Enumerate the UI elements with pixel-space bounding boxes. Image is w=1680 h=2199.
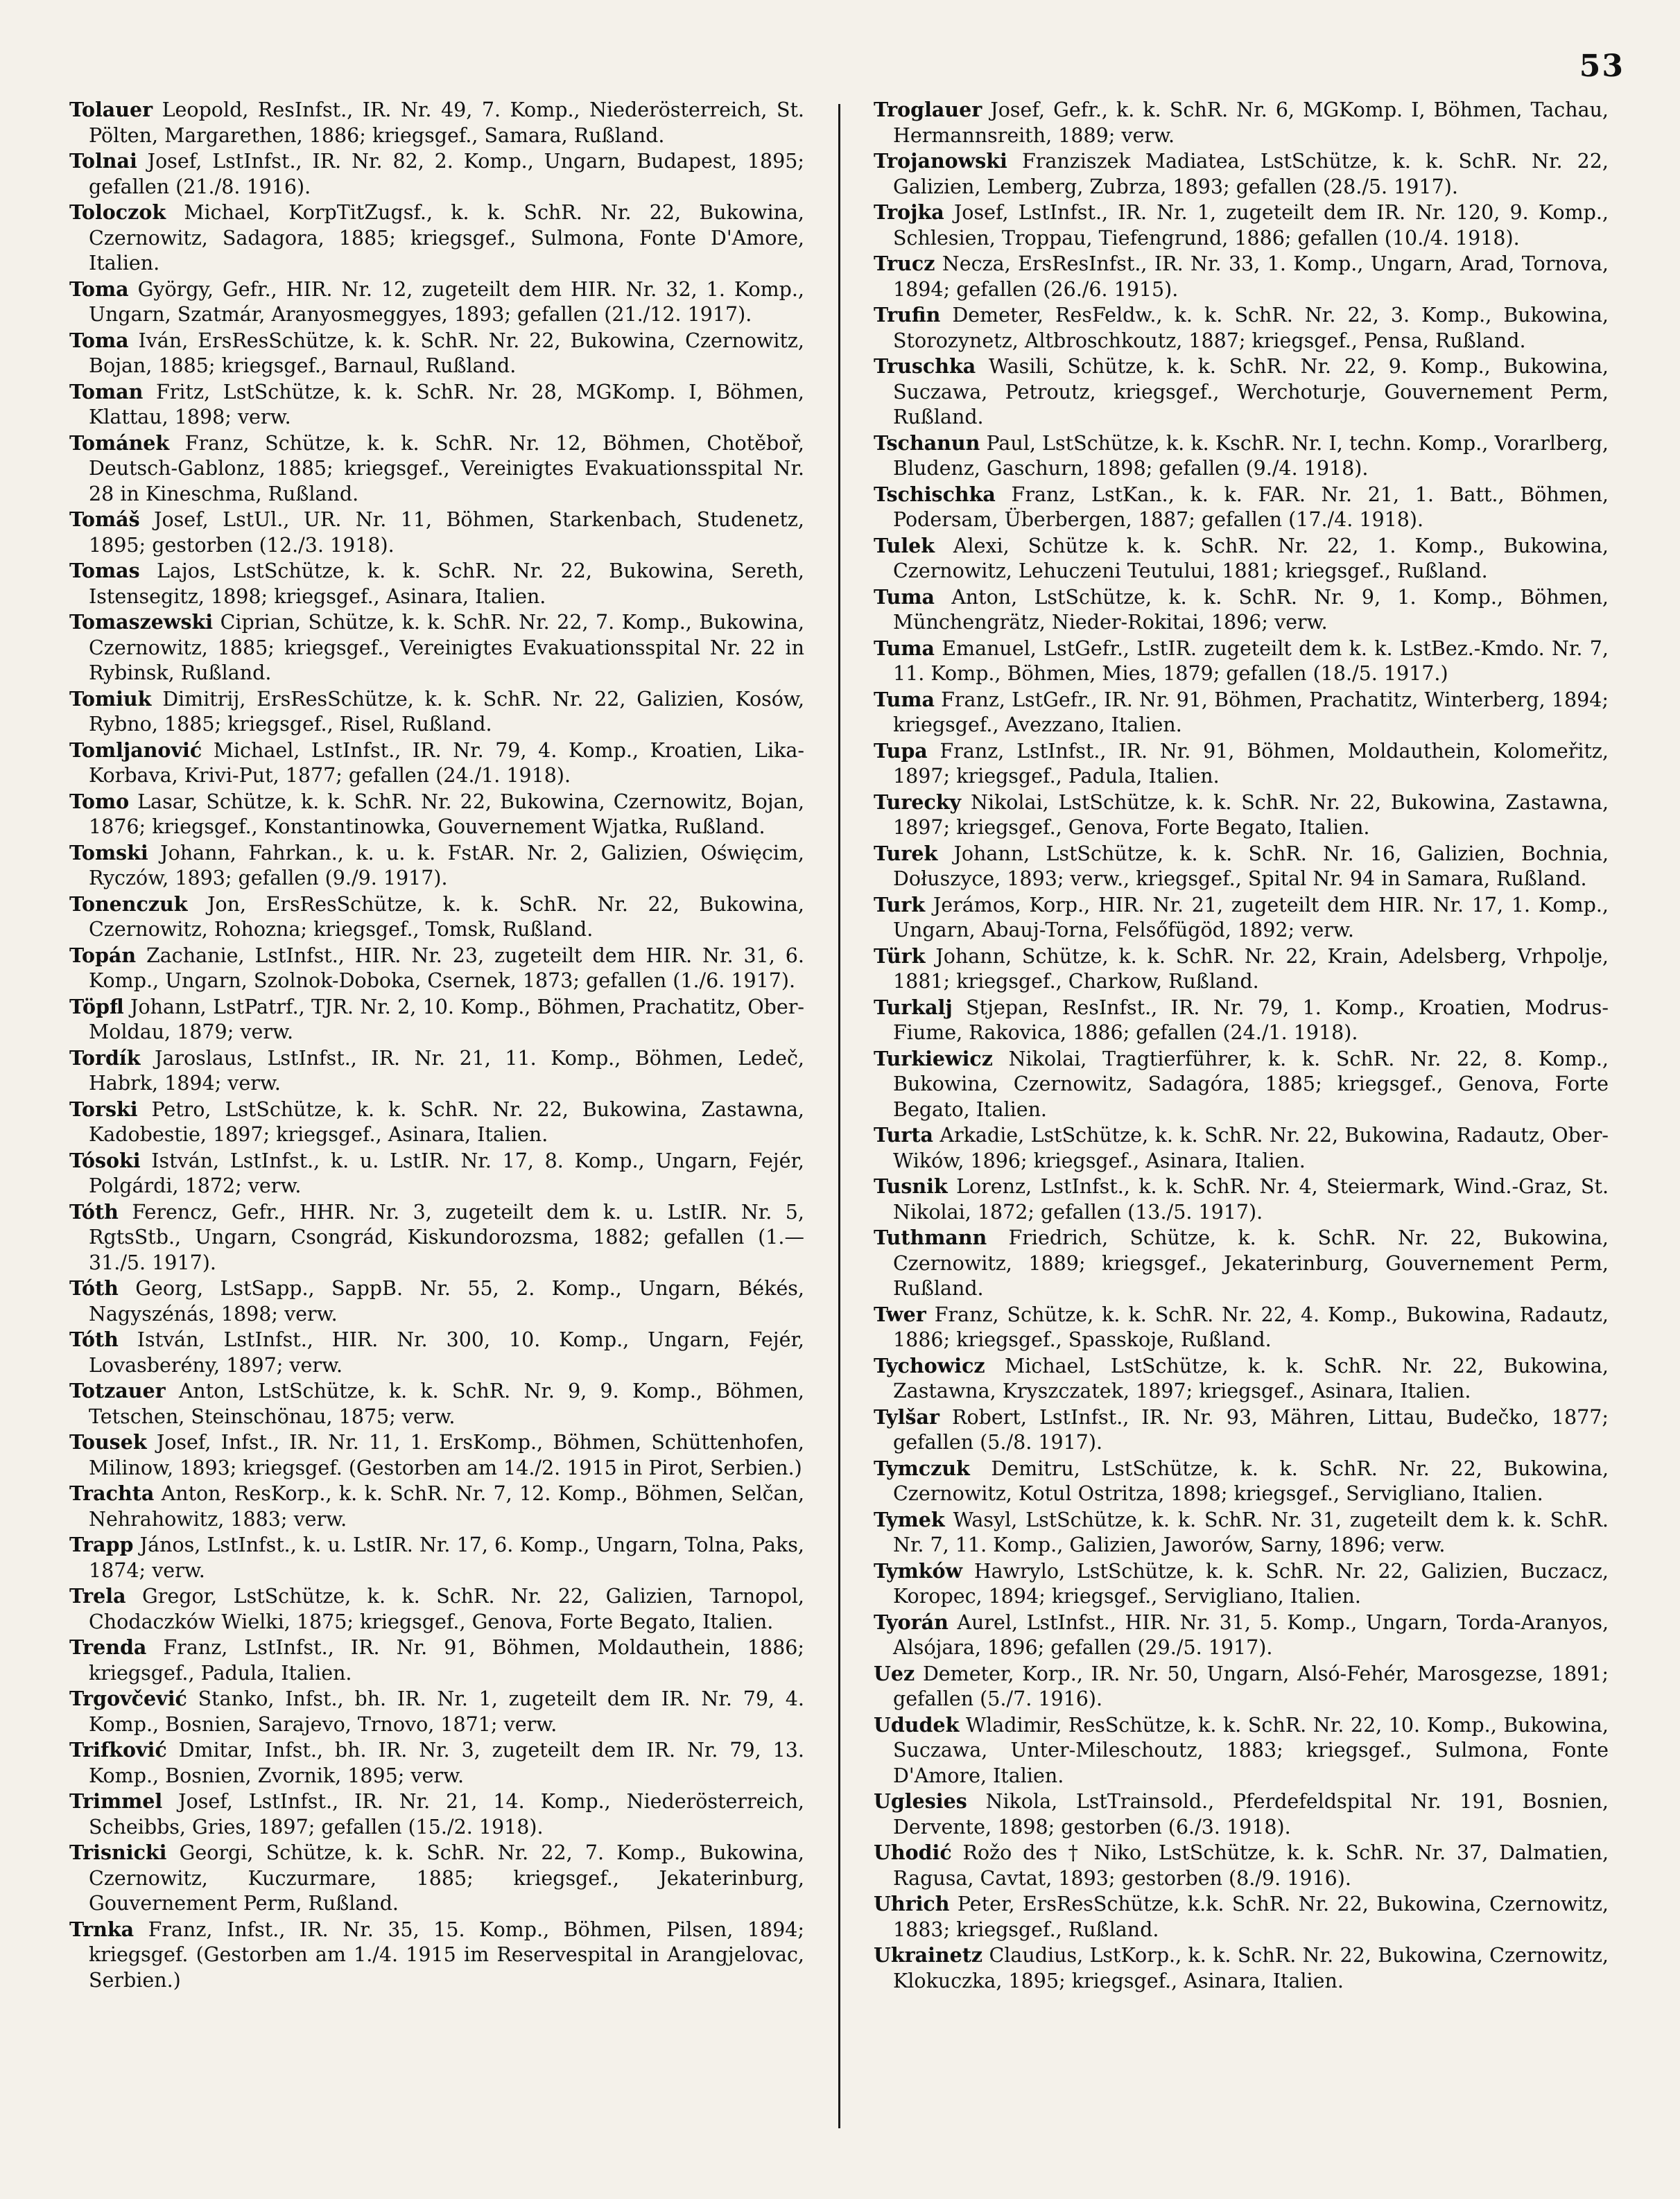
entry-details: Demeter, Korp., IR. Nr. 50, Ungarn, Alsó-Fehér, Marosgezse, 1891; gefallen (5./7. 1916). [893,1662,1609,1710]
list-entry [874,1942,1609,1994]
list-entry [874,584,1609,636]
entry-details: Claudius, LstKorp., k. k. SchR. Nr. 22, Bukowina, Czernowitz, Klokuczka, 1895; kriegsgef., Asinara, Italien. [893,1944,1609,1992]
entry-details: Arkadie, LstSchütze, k. k. SchR. Nr. 22, Bukowina, Radautz, Ober-Wików, 1896; kriegsgef., Asinara, Italien. [893,1124,1609,1172]
entry-surname: Trufin [874,303,941,327]
list-entry [874,1353,1609,1405]
entry-surname: Tomljanović [69,738,202,762]
list-entry [69,1532,804,1583]
entry-details: Johann, Schütze, k. k. SchR. Nr. 22, Krain, Adelsberg, Vrhpolje, 1881; kriegsgef., Charkow, Rußland. [893,944,1609,993]
entry-surname: Tóth [69,1328,119,1351]
list-entry [874,1789,1609,1840]
list-entry [69,200,804,277]
entry-surname: Tóth [69,1199,119,1224]
entry-surname: Twer [874,1302,926,1326]
entry-surname: Uez [874,1661,915,1685]
entry-details: Stanko, Infst., bh. IR. Nr. 1, zugeteilt dem IR. Nr. 79, 4. Komp., Bosnien, Sarajevo, Trnovo, 1871; verw. [89,1687,804,1736]
entry-surname: Tuma [874,584,935,609]
entry-surname: Tomo [69,789,130,813]
entry-surname: Tschanun [874,431,980,455]
entry-surname: Tousek [69,1430,147,1454]
entry-surname: Tósoki [69,1148,141,1172]
entry-surname: Trifković [69,1738,167,1762]
entry-surname: Tuthmann [874,1226,987,1249]
entry-details: Gregor, LstSchütze, k. k. SchR. Nr. 22, Galizien, Tarnopol, Chodaczków Wielki, 1875; kriegsgef., Genova, Forte Begato, Italien. [89,1585,804,1633]
list-entry [874,995,1609,1046]
entry-details: Stjepan, ResInfst., IR. Nr. 79, 1. Komp., Kroatien, Modrus-Fiume, Rakovica, 1886; gefallen (24./1. 1918). [893,996,1609,1044]
entry-surname: Trucz [874,252,935,275]
entry-details: Ciprian, Schütze, k. k. SchR. Nr. 22, 7. Komp., Bukowina, Czernowitz, 1885; kriegsgef., Vereinigtes Evakuationsspital Nr. 22 in Rybinsk, Rußland. [89,611,804,684]
entry-details: Necza, ErsResInfst., IR. Nr. 33, 1. Komp., Ungarn, Arad, Tornova, 1894; gefallen (26./6. 1915). [893,252,1609,301]
entry-details: Johann, LstPatrf., TJR. Nr. 2, 10. Komp., Böhmen, Prachatitz, Ober-Moldau, 1879; verw. [89,995,804,1043]
entry-surname: Tusnik [874,1174,948,1198]
list-entry [69,1481,804,1532]
list-entry [69,840,804,892]
entry-surname: Tordík [69,1045,141,1070]
entry-details: István, LstInfst., k. u. LstIR. Nr. 17, 8. Komp., Ungarn, Fejér, Polgárdi, 1872; verw. [89,1149,804,1197]
entry-surname: Turk [874,892,926,916]
entry-details: Emanuel, LstGefr., LstIR. zugeteilt dem k. k. LstBez.-Kmdo. Nr. 7, 11. Komp., Böhmen, Mies, 1879; gefallen (18./5. 1917.) [893,636,1609,685]
entry-surname: Tyorán [874,1610,949,1634]
entry-surname: Tolauer [69,98,153,121]
entry-surname: Tuma [874,636,935,660]
entry-surname: Türk [874,944,926,968]
entry-details: Georgi, Schütze, k. k. SchR. Nr. 22, 7. Komp., Bukowina, Czernowitz, Kuczurmare, 1885; kriegsgef., Jekaterinburg, Gouvernement Perm, Rußland. [89,1841,804,1915]
entry-details: Anton, LstSchütze, k. k. SchR. Nr. 9, 9. Komp., Böhmen, Tetschen, Steinschönau, 1875; verw. [89,1380,804,1428]
entry-surname: Tychowicz [874,1353,985,1377]
entry-surname: Ukrainetz [874,1943,983,1967]
entry-surname: Tulek [874,533,935,557]
entry-surname: Turek [874,841,938,865]
list-entry [69,1789,804,1840]
list-entry [874,1405,1609,1456]
list-entry [69,609,804,686]
entry-details: Wasyl, LstSchütze, k. k. SchR. Nr. 31, zugeteilt dem k. k. SchR. Nr. 7, 11. Komp., Galizien, Jaworów, Sarny, 1896; verw. [893,1508,1609,1556]
entry-surname: Toma [69,328,129,352]
list-entry [69,943,804,994]
entry-details: Friedrich, Schütze, k. k. SchR. Nr. 22, Bukowina, Czernowitz, 1889; kriegsgef., Jekaterinburg, Gouvernement Perm, Rußland. [893,1226,1609,1300]
entry-details: János, LstInfst., k. u. LstIR. Nr. 17, 6. Komp., Ungarn, Tolna, Paks, 1874; verw. [89,1533,804,1582]
entry-details: Michael, LstInfst., IR. Nr. 79, 4. Komp., Kroatien, Lika-Korbava, Krivi-Put, 1877; gefallen (24./1. 1918). [89,738,804,787]
list-entry [874,97,1609,148]
entry-surname: Trojka [874,200,944,224]
entry-details: Johann, Fahrkan., k. u. k. FstAR. Nr. 2, Galizien, Oświęcim, Ryczów, 1893; gefallen (9./9. 1917). [89,841,804,889]
entry-surname: Tuma [874,687,935,711]
entry-details: Fritz, LstSchütze, k. k. SchR. Nr. 28, MGKomp. I, Böhmen, Klattau, 1898; verw. [89,380,804,428]
entry-details: Lajos, LstSchütze, k. k. SchR. Nr. 22, Bukowina, Sereth, Istensegitz, 1898; kriegsgef., Asinara, Italien. [89,559,804,608]
entry-details: Dimitrij, ErsResSchütze, k. k. SchR. Nr. 22, Galizien, Kosów, Rybno, 1885; kriegsgef., Risel, Rußland. [89,687,804,736]
entry-details: Wasili, Schütze, k. k. SchR. Nr. 22, 9. Komp., Bukowina, Suczawa, Petroutz, kriegsgef., Werchoturje, Gouvernement Perm, Rußland. [893,355,1609,428]
list-entry [69,97,804,148]
entry-details: Leopold, ResInfst., IR. Nr. 49, 7. Komp., Niederösterreich, St. Pölten, Margarethen, 1886; kriegsgef., Samara, Rußland. [89,98,804,147]
entry-surname: Tóth [69,1276,119,1300]
list-entry [69,1276,804,1327]
list-entry [69,431,804,507]
entry-surname: Tomaszewski [69,610,214,634]
list-entry [69,148,804,200]
list-entry [874,354,1609,431]
list-entry [874,200,1609,251]
list-entry [69,1840,804,1917]
list-entry [69,1045,804,1097]
list-entry [69,738,804,789]
list-entry [874,636,1609,687]
entry-details: Josef, Infst., IR. Nr. 11, 1. ErsKomp., Böhmen, Schüttenhofen, Milinow, 1893; kriegsgef. (Gestorben am 14./2. 1915 in Pirot, Serbien.) [89,1431,804,1479]
entry-surname: Uhrich [874,1892,950,1915]
entry-details: György, Gefr., HIR. Nr. 12, zugeteilt dem HIR. Nr. 32, 1. Komp., Ungarn, Szatmár, Aranyosmeggyes, 1893; gefallen (21./12. 1917). [89,277,804,326]
entry-details: Ferencz, Gefr., HHR. Nr. 3, zugeteilt dem k. u. LstIR. Nr. 5, RgtsStb., Ungarn, Csongrád, Kiskundorozsma, 1882; gefallen (1.—31./5. 1917). [89,1200,804,1274]
entry-details: Franz, Schütze, k. k. SchR. Nr. 22, 4. Komp., Bukowina, Radautz, 1886; kriegsgef., Spasskoje, Rußland. [893,1303,1609,1351]
list-entry [69,1429,804,1481]
list-entry [69,328,804,379]
list-entry [69,789,804,840]
entry-surname: Trenda [69,1635,147,1659]
list-entry [874,533,1609,584]
list-entry [874,1507,1609,1558]
entry-surname: Ududek [874,1712,960,1737]
entry-details: Petro, LstSchütze, k. k. SchR. Nr. 22, Bukowina, Zastawna, Kadobestie, 1897; kriegsgef., Asinara, Italien. [89,1097,804,1146]
entry-surname: Turecky [874,790,962,814]
entry-surname: Totzauer [69,1379,166,1402]
list-entry [874,1046,1609,1123]
entry-details: Jaroslaus, LstInfst., IR. Nr. 21, 11. Komp., Böhmen, Ledeč, Habrk, 1894; verw. [89,1046,804,1095]
entry-surname: Tymek [874,1507,945,1531]
list-entry [874,1610,1609,1661]
entry-details: Iván, ErsResSchütze, k. k. SchR. Nr. 22, Bukowina, Czernowitz, Bojan, 1885; kriegsgef., Barnaul, Rußland. [89,329,804,377]
entry-details: Nikolai, Tragtierführer, k. k. SchR. Nr. 22, 8. Komp., Bukowina, Czernowitz, Sadagóra, 1885; kriegsgef., Genova, Forte Begato, Italien. [893,1047,1609,1121]
entry-details: Josef, LstInfst., IR. Nr. 82, 2. Komp., Ungarn, Budapest, 1895; gefallen (21./8. 1916). [89,150,804,198]
right-column [874,97,1609,2163]
entry-details: Zachanie, LstInfst., HIR. Nr. 23, zugeteilt dem HIR. Nr. 31, 6. Komp., Ungarn, Szolnok-Doboka, Csernek, 1873; gefallen (1./6. 1917). [89,944,804,992]
entry-details: Johann, LstSchütze, k. k. SchR. Nr. 16, Galizien, Bochnia, Dołuszyce, 1893; verw., kriegsgef., Spital Nr. 94 in Samara, Rußland. [893,842,1609,890]
column-divider [838,104,840,2128]
entry-details: Hawrylo, LstSchütze, k. k. SchR. Nr. 22, Galizien, Buczacz, Koropec, 1894; kriegsgef., Servigliano, Italien. [893,1559,1609,1608]
list-entry [69,686,804,738]
entry-details: Anton, ResKorp., k. k. SchR. Nr. 7, 12. Komp., Böhmen, Selčan, Nehrahowitz, 1883; verw. [89,1482,804,1531]
entry-surname: Trnka [69,1917,135,1941]
entry-surname: Tymczuk [874,1456,970,1480]
entry-surname: Toloczok [69,200,166,224]
list-entry [874,892,1609,944]
entry-surname: Toman [69,379,144,403]
entry-surname: Truschka [874,354,976,378]
list-entry [69,1148,804,1199]
list-entry [874,482,1609,533]
list-entry [874,944,1609,995]
two-column-list [69,97,1609,2163]
list-entry [874,148,1609,200]
entry-surname: Topán [69,943,137,967]
entry-surname: Troglauer [874,98,982,121]
entry-details: Wladimir, ResSchütze, k. k. SchR. Nr. 22, 10. Komp., Bukowina, Suczawa, Unter-Mileschoutz, 1883; kriegsgef., Sulmona, Fonte D'Amore, Italien. [893,1713,1609,1787]
entry-surname: Toma [69,277,129,301]
entry-surname: Tománek [69,431,170,455]
entry-details: Rožo des † Niko, LstSchütze, k. k. SchR. Nr. 37, Dalmatien, Ragusa, Cavtat, 1893; gestorben (8./9. 1916). [893,1841,1609,1890]
entry-details: Lasar, Schütze, k. k. SchR. Nr. 22, Bukowina, Czernowitz, Bojan, 1876; kriegsgef., Konstantinowka, Gouvernement Wjatka, Rußland. [89,790,804,838]
entry-details: Michael, KorpTitZugsf., k. k. SchR. Nr. 22, Bukowina, Czernowitz, Sadagora, 1885; kriegsgef., Sulmona, Fonte D'Amore, Italien. [89,201,804,275]
list-entry [69,1378,804,1429]
list-entry [874,1302,1609,1353]
entry-details: Franz, LstInfst., IR. Nr. 91, Böhmen, Moldauthein, Kolomeřitz, 1897; kriegsgef., Padula, Italien. [893,739,1609,788]
entry-details: Demitru, LstSchütze, k. k. SchR. Nr. 22, Bukowina, Czernowitz, Kotul Ostritza, 1898; kriegsgef., Servigliano, Italien. [893,1457,1609,1505]
list-entry [874,1122,1609,1174]
entry-details: Nikola, LstTrainsold., Pferdefeldspital Nr. 191, Bosnien, Dervente, 1898; gestorben (6./3. 1918). [893,1790,1609,1839]
entry-surname: Turta [874,1123,933,1147]
entry-details: Jon, ErsResSchütze, k. k. SchR. Nr. 22, Bukowina, Czernowitz, Rohozna; kriegsgef., Tomsk, Rußland. [89,892,804,941]
entry-details: Josef, Gefr., k. k. SchR. Nr. 6, MGKomp. I, Böhmen, Tachau, Hermannsreith, 1889; verw. [893,98,1609,147]
entry-surname: Tomski [69,840,148,864]
entry-details: Robert, LstInfst., IR. Nr. 93, Mähren, Littau, Budečko, 1877; gefallen (5./8. 1917). [893,1405,1609,1454]
entry-surname: Tylšar [874,1405,939,1429]
list-entry [874,841,1609,892]
list-entry [874,687,1609,738]
entry-details: Lorenz, LstInfst., k. k. SchR. Nr. 4, Steiermark, Wind.-Graz, St. Nikolai, 1872; gefallen (13./5. 1917). [893,1175,1609,1224]
entry-details: Dmitar, Infst., bh. IR. Nr. 3, zugeteilt dem IR. Nr. 79, 13. Komp., Bosnien, Zvornik, 1895; verw. [89,1739,804,1787]
entry-details: Franz, LstGefr., IR. Nr. 91, Böhmen, Prachatitz, Winterberg, 1894; kriegsgef., Avezzano, Italien. [893,688,1609,736]
list-entry [874,1225,1609,1302]
entry-details: Jerámos, Korp., HIR. Nr. 21, zugeteilt dem HIR. Nr. 17, 1. Komp., Ungarn, Abauj-Torna, Felsőfügöd, 1892; verw. [893,893,1609,941]
list-entry [69,1327,804,1378]
list-entry [874,431,1609,482]
list-entry [69,558,804,609]
list-entry [69,1635,804,1686]
list-entry [69,1917,804,1994]
entry-details: Anton, LstSchütze, k. k. SchR. Nr. 9, 1. Komp., Böhmen, Münchengrätz, Nieder-Rokitai, 1896; verw. [893,585,1609,634]
entry-surname: Trachta [69,1481,155,1505]
entry-details: Georg, LstSapp., SappB. Nr. 55, 2. Komp., Ungarn, Békés, Nagyszénás, 1898; verw. [89,1277,804,1326]
entry-surname: Tschischka [874,482,996,506]
list-entry [874,1891,1609,1942]
entry-details: Josef, LstUl., UR. Nr. 11, Böhmen, Starkenbach, Studenetz, 1895; gestorben (12./3. 1918). [89,508,804,557]
list-entry [69,379,804,431]
entry-details: Josef, LstInfst., IR. Nr. 21, 14. Komp., Niederösterreich, Scheibbs, Gries, 1897; gefallen (15./2. 1918). [89,1790,804,1839]
entry-details: Demeter, ResFeldw., k. k. SchR. Nr. 22, 3. Komp., Bukowina, Storozynetz, Altbroschkoutz, 1887; kriegsgef., Pensa, Rußland. [893,304,1609,352]
entry-surname: Tomiuk [69,686,152,711]
list-entry [69,1686,804,1737]
entry-surname: Trapp [69,1533,134,1556]
list-entry [874,1661,1609,1712]
entry-surname: Tupa [874,738,928,763]
entry-details: Franz, Infst., IR. Nr. 35, 15. Komp., Böhmen, Pilsen, 1894; kriegsgef. (Gestorben am 1./4. 1915 im Reservespital in Arangjelovac, Serbien.) [89,1918,804,1992]
entry-surname: Turkiewicz [874,1046,993,1070]
list-entry [69,277,804,328]
entry-surname: Uhodić [874,1841,952,1864]
entry-details: Aurel, LstInfst., HIR. Nr. 31, 5. Komp., Ungarn, Torda-Aranyos, Alsójara, 1896; gefallen (29./5. 1917). [893,1610,1609,1659]
list-entry [874,1174,1609,1225]
entry-details: Josef, LstInfst., IR. Nr. 1, zugeteilt dem IR. Nr. 120, 9. Komp., Schlesien, Troppau, Tiefengrund, 1886; gefallen (10./4. 1918). [893,201,1609,250]
entry-surname: Trisnicki [69,1841,167,1864]
entry-details: Peter, ErsResSchütze, k.k. SchR. Nr. 22, Bukowina, Czernowitz, 1883; kriegsgef., Rußland. [893,1893,1609,1941]
list-entry [69,994,804,1045]
list-entry [69,1583,804,1635]
entry-details: Paul, LstSchütze, k. k. KschR. Nr. I, techn. Komp., Vorarlberg, Bludenz, Gaschurn, 1898; gefallen (9./4. 1918). [893,431,1609,480]
list-entry [874,1456,1609,1507]
list-entry [874,1840,1609,1891]
entry-details: Alexi, Schütze k. k. SchR. Nr. 22, 1. Komp., Bukowina, Czernowitz, Lehuczeni Teutului, 1881; kriegsgef., Rußland. [893,534,1609,582]
list-entry [874,1712,1609,1789]
list-entry [69,892,804,943]
entry-surname: Tymków [874,1558,963,1583]
entry-surname: Tomas [69,559,140,582]
list-entry [874,738,1609,790]
list-entry [69,1097,804,1148]
entry-surname: Tomáš [69,507,140,531]
entry-surname: Tonenczuk [69,892,188,916]
entry-details: Franz, LstInfst., IR. Nr. 91, Böhmen, Moldauthein, 1886; kriegsgef., Padula, Italien. [89,1636,804,1685]
entry-surname: Trela [69,1584,126,1608]
entry-surname: Tolnai [69,149,137,173]
entry-details: Michael, LstSchütze, k. k. SchR. Nr. 22, Bukowina, Zastawna, Kryszczatek, 1897; kriegsgef., Asinara, Italien. [893,1354,1609,1402]
left-column [69,97,804,2163]
entry-surname: Torski [69,1097,138,1121]
list-entry [69,507,804,558]
entry-details: Franz, Schütze, k. k. SchR. Nr. 12, Böhmen, Chotěboř, Deutsch-Gablonz, 1885; kriegsgef., Vereinigtes Evakuationsspital Nr. 28 in Kineschma, Rußland. [89,431,804,505]
entry-details: Nikolai, LstSchütze, k. k. SchR. Nr. 22, Bukowina, Zastawna, 1897; kriegsgef., Genova, Forte Begato, Italien. [893,790,1609,839]
page-number: 53 [1579,49,1625,84]
entry-details: Franziszek Madiatea, LstSchütze, k. k. SchR. Nr. 22, Galizien, Lemberg, Zubrza, 1893; gefallen (28./5. 1917). [893,150,1609,198]
list-entry [69,1737,804,1789]
entry-surname: Trojanowski [874,149,1007,173]
list-entry [874,302,1609,354]
entry-surname: Uglesies [874,1789,967,1813]
entry-details: Franz, LstKan., k. k. FAR. Nr. 21, 1. Batt., Böhmen, Podersam, Überbergen, 1887; gefallen (17./4. 1918). [893,483,1609,531]
list-entry [69,1199,804,1276]
entry-surname: Trgovčević [69,1687,187,1710]
list-entry [874,790,1609,841]
list-entry [874,1558,1609,1610]
list-entry [874,251,1609,302]
entry-surname: Trimmel [69,1789,163,1813]
entry-details: István, LstInfst., HIR. Nr. 300, 10. Komp., Ungarn, Fejér, Lovasberény, 1897; verw. [89,1328,804,1377]
entry-surname: Turkalj [874,995,953,1019]
entry-surname: Töpfl [69,994,124,1018]
